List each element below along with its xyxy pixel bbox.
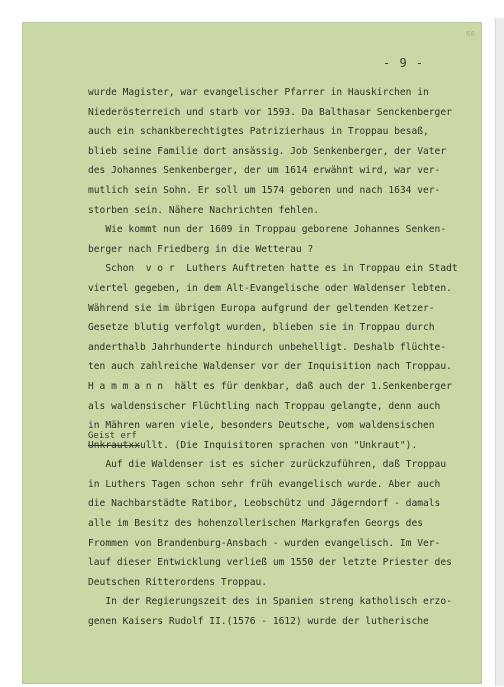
correction-line xyxy=(88,430,472,456)
page-corner-mark: 66 xyxy=(466,30,475,38)
text-line: storben sein. Nähere Nachrichten fehlen. xyxy=(88,204,320,216)
overtyped-insertion: Geist erf xyxy=(88,430,137,441)
text-line: H a m m a n n hält es für denkbar, daß auch der 1.Senkenberger xyxy=(88,380,452,392)
text-line: anderthalb Jahrhunderte hindurch unbehelligt. Deshalb flüchte- xyxy=(88,341,447,353)
text-line: ten auch zahlreiche Waldenser vor der Inquisition nach Troppau. xyxy=(88,361,452,373)
text-line: berger nach Friedberg in die Wetterau ? xyxy=(88,243,314,255)
text-line: mutlich sein Sohn. Er soll um 1574 geboren und nach 1634 ver- xyxy=(88,184,441,196)
text-line: Gesetze blutig verfolgt wurden, blieben sie in Troppau durch xyxy=(88,322,435,334)
body-text xyxy=(88,83,472,632)
text-line: Niederösterreich und starb vor 1593. Da Balthasar Senckenberger xyxy=(88,106,452,118)
text-line: blieb seine Familie dort ansässig. Job Senkenberger, der Vater xyxy=(88,145,447,157)
text-line: wurde Magister, war evangelischer Pfarrer in Hauskirchen in xyxy=(88,87,429,98)
page-number: - 9 - xyxy=(383,56,425,70)
text-line: Während sie im übrigen Europa aufgrund der geltenden Ketzer- xyxy=(88,302,435,314)
text-line: viertel gegeben, in dem Alt-Evangelische oder Waldenser lebten. xyxy=(88,282,452,294)
text-line: alle im Besitz des hohenzollerischen Markgrafen Georgs des xyxy=(88,518,424,530)
struck-text: Unkrautxx xyxy=(88,439,140,451)
scan-edge-strip xyxy=(495,18,504,686)
text-line: lauf dieser Entwicklung verließ um 1550 der letzte Priester des xyxy=(88,557,452,569)
text-line: Schon v o r Luthers Auftreten hatte es in Troppau ein Stadt xyxy=(88,263,458,275)
correction-line-rest: ullt. (Die Inquisitoren sprachen von "Unkraut"). xyxy=(139,439,418,451)
text-line: des Johannes Senkenberger, der um 1614 erwähnt wird, war ver- xyxy=(88,165,441,177)
text-line: auch ein schankberechtigtes Patrizierhaus in Troppau besaß, xyxy=(88,126,429,138)
text-line: die Nachbarstädte Ratibor, Leobschütz und Jägerndorf - damals xyxy=(88,498,441,510)
text-line: Wie kommt nun der 1609 in Troppau geborene Johannes Senken- xyxy=(88,224,447,236)
text-line: Frommen von Brandenburg-Ansbach - wurden evangelisch. Im Ver- xyxy=(88,537,441,549)
overtyped-correction xyxy=(88,430,140,456)
text-line: in Mähren waren viele, besonders Deutsche, vom waldensischen xyxy=(88,420,435,432)
text-line: In der Regierungszeit des in Spanien streng katholisch erzo- xyxy=(88,596,452,608)
text-line: Deutschen Ritterordens Troppau. xyxy=(88,576,268,588)
text-line: in Luthers Tagen schon sehr früh evangelisch wurde. Aber auch xyxy=(88,478,441,490)
text-line: genen Kaisers Rudolf II.(1576 - 1612) wurde der lutherische xyxy=(88,616,429,628)
text-line: als waldensischer Flüchtling nach Troppau gelangte, denn auch xyxy=(88,400,441,412)
text-line: Auf die Waldenser ist es sicher zurückzuführen, daß Troppau xyxy=(88,459,447,471)
